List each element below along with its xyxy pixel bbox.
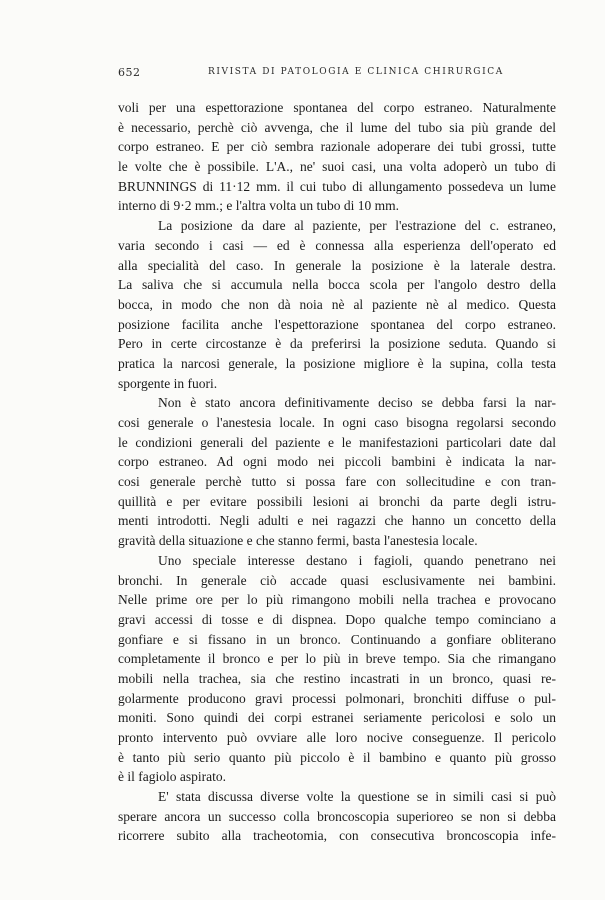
text-line: gravi accessi di tosse e di dispnea. Dopo qualche tempo cominciano a [118,611,556,627]
text-line: è tanto più serio quanto più piccolo è il bambino e quanto più grosso [118,749,556,765]
text-line: gravità della situazione e che stanno fermi, basta l'anestesia locale. [118,533,478,549]
text-line: è necessario, perchè ciò avvenga, che il lume del tubo sia più grande del [118,119,556,135]
text-line: golarmente producono gravi processi polmonari, bronchiti diffuse o pul- [118,690,556,706]
text-line: è il fagiolo aspirato. [118,769,226,785]
text-line: sperare ancora un successo colla broncoscopia superioreo se non si debba [118,808,556,824]
text-line: corpo estraneo. E per ciò sembra razionale adoperare dei tubi grossi, tutte [118,139,556,155]
text-line: pratica la narcosi generale, la posizione migliore è la supina, colla testa [118,355,556,371]
page-number: 652 [118,66,141,79]
paragraph [118,216,556,393]
paragraph [118,787,556,846]
text-line: gonfiare e si fissano in un bronco. Continuando a gonfiare obliterano [118,631,556,647]
text-line: E' stata discussa diverse volte la questione se in simili casi si può [158,789,556,805]
text-line: corpo estraneo. Ad ogni modo nei piccoli bambini è indicata la nar- [118,454,556,470]
running-title: RIVISTA DI PATOLOGIA E CLINICA CHIRURGICA [208,67,504,77]
text-line: moniti. Sono quindi dei corpi estranei seriamente pericolosi e solo un [118,710,556,726]
text-line: alla specialità del caso. In generale la posizione è la laterale destra. [118,257,556,273]
text-line: sporgente in fuori. [118,375,218,391]
text-line: La posizione da dare al paziente, per l'estrazione del c. estraneo, [158,218,556,234]
text-line: le condizioni generali del paziente e le manifestazioni particolari date dal [118,434,556,450]
text-line: Nelle prime ore per lo più rimangono mobili nella trachea e provocano [118,592,556,608]
text-line: ricorrere subito alla tracheotomia, con consecutiva broncoscopia infe- [118,828,556,844]
text-line: bocca, in modo che non dà noia nè al paziente nè al medico. Questa [118,296,556,312]
paragraph [118,551,556,787]
text-line: voli per una espettorazione spontanea del corpo estraneo. Naturalmente [118,100,556,115]
text-line: quillità e per evitare possibili lesioni ai bronchi da parte degli istru- [118,493,556,509]
text-line: le volte che è possibile. L'A., ne' suoi casi, una volta adoperò un tubo di [118,159,556,175]
text-line: cosi generale perchè tutto si possa fare con sollecitudine e con tran- [118,474,556,490]
text-line: menti introdotti. Negli adulti e nei ragazzi che hanno un concetto della [118,513,556,529]
text-line: cosi generale o l'anestesia locale. In ogni caso bisogna regolarsi secondo [118,415,556,430]
text-line: Non è stato ancora definitivamente deciso se debba farsi la nar- [158,395,556,411]
text-line: La saliva che si accumula nella bocca scola per l'angolo destro della [118,277,556,293]
text-line: Uno speciale interesse destano i fagioli, quando penetrano nei [158,552,556,568]
body-text [118,98,556,846]
text-line: Pero in certe circostanze è da preferirsi la posizione seduta. Quando si [118,336,556,352]
text-line: pronto intervento può ovviare alle loro nocive conseguenze. Il pericolo [118,730,556,745]
text-line: varia secondo i casi — ed è connessa alla esperienza dell'operato ed [118,237,556,253]
text-line: mobili nella trachea, sia che restino incastrati in un bronco, quasi re- [118,670,556,686]
paragraph [118,98,556,216]
text-line: bronchi. In generale ciò accade quasi esclusivamente nei bambini. [118,572,556,588]
text-line: BRUNNINGS di 11·12 mm. il cui tubo di allungamento possedeva un lume [118,178,556,194]
page-header [118,66,558,82]
text-line: completamente il bronco e per lo più in breve tempo. Sia che rimangano [118,651,556,667]
text-line: interno di 9·2 mm.; e l'altra volta un tubo di 10 mm. [118,198,400,214]
paragraph [118,393,556,551]
text-line: posizione facilita anche l'espettorazione spontanea del corpo estraneo. [118,316,556,332]
